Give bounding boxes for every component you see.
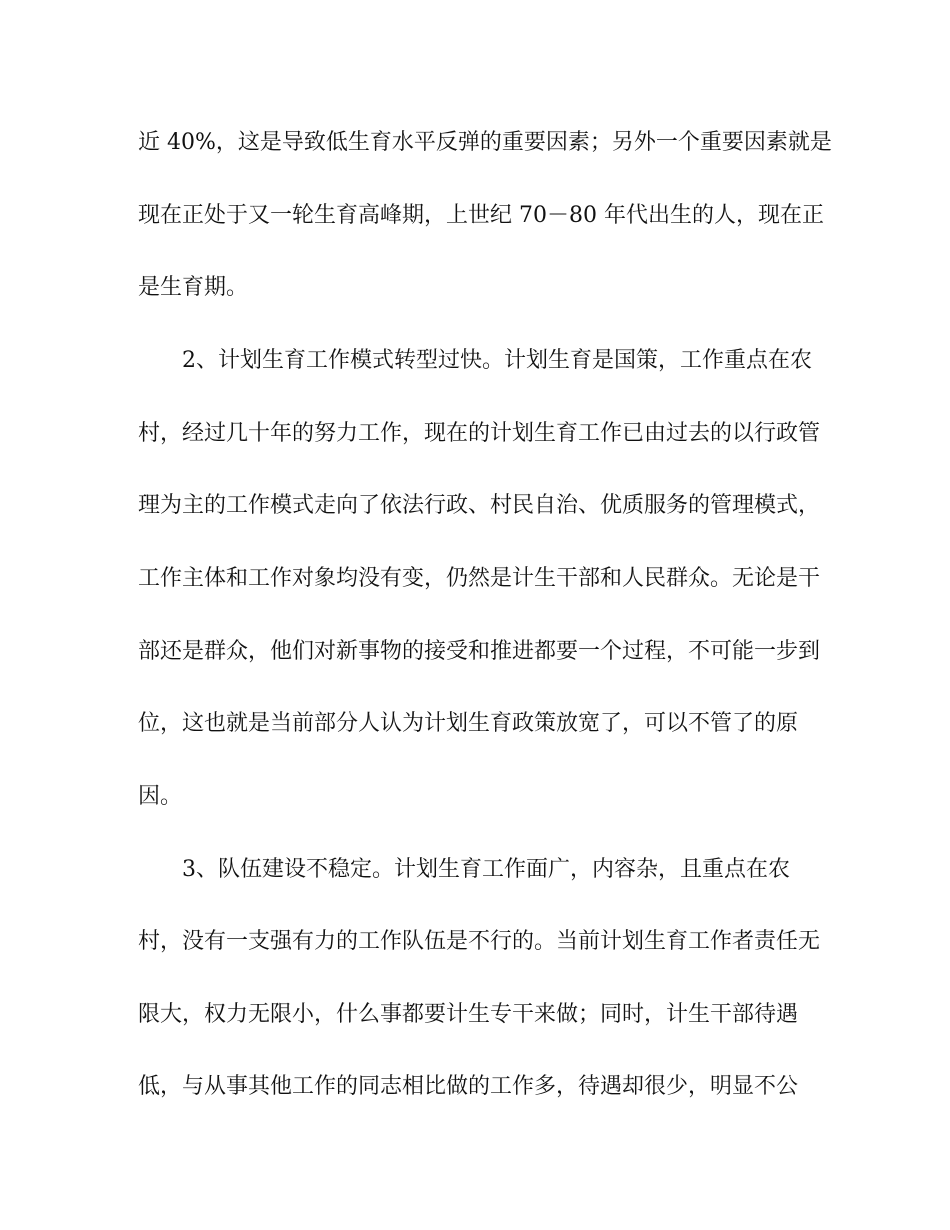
text-line: 部还是群众，他们对新事物的接受和推进都要一个过程，不可能一步到 — [138, 639, 821, 664]
text-line: 是生育期。 — [138, 275, 249, 300]
text-line: 工作主体和工作对象均没有变，仍然是计生干部和人民群众。无论是干 — [138, 566, 821, 591]
text-line: 现在正处于又一轮生育高峰期，上世纪 70－80 年代出生的人，现在正 — [138, 203, 824, 228]
paragraph-start-line: 3、队伍建设不稳定。计划生育工作面广，内容杂，且重点在农 — [182, 857, 790, 882]
text-line: 理为主的工作模式走向了依法行政、村民自治、优质服务的管理模式， — [138, 493, 821, 518]
paragraph-start-line: 2、计划生育工作模式转型过快。计划生育是国策，工作重点在农 — [182, 348, 812, 373]
text-line: 限大，权力无限小，什么事都要计生专干来做；同时，计生干部待遇 — [138, 1002, 799, 1027]
text-line: 村，没有一支强有力的工作队伍是不行的。当前计划生育工作者责任无 — [138, 929, 821, 954]
text-line: 位，这也就是当前部分人认为计划生育政策放宽了，可以不管了的原 — [138, 711, 799, 736]
text-line: 近 40%，这是导致低生育水平反弹的重要因素；另外一个重要因素就是 — [138, 130, 832, 155]
text-line: 低，与从事其他工作的同志相比做的工作多，待遇却很少，明显不公 — [138, 1074, 799, 1099]
text-line: 因。 — [138, 784, 183, 809]
text-line: 村，经过几十年的努力工作，现在的计划生育工作已由过去的以行政管 — [138, 421, 821, 446]
